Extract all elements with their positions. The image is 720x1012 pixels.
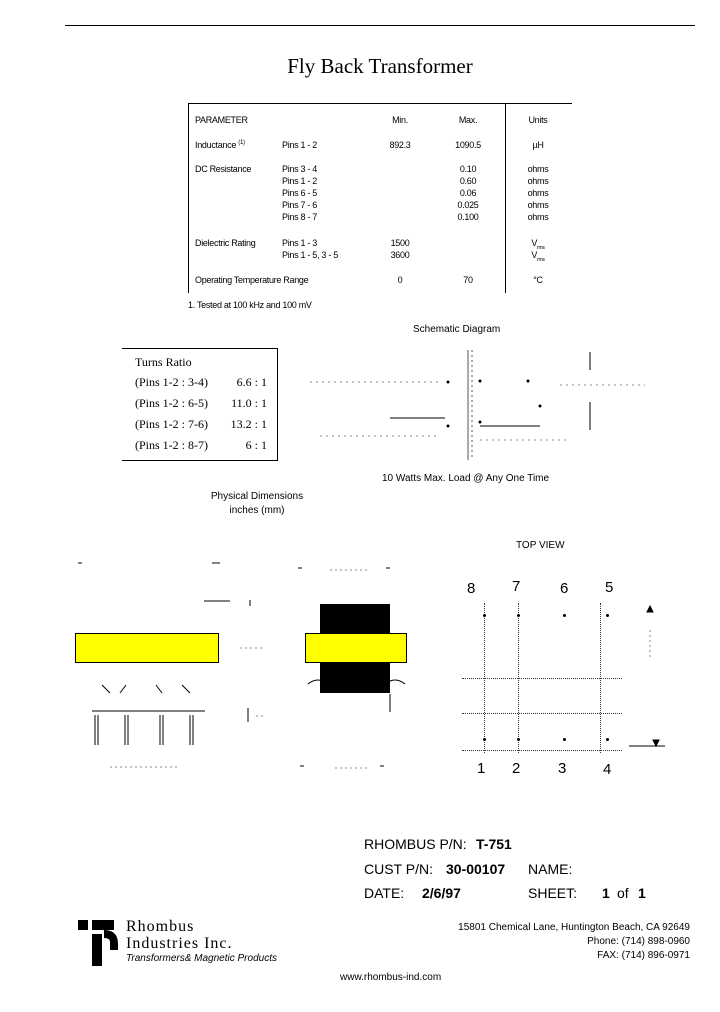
company-website[interactable]: www.rhombus-ind.com bbox=[340, 972, 442, 983]
inductance-units: µH bbox=[532, 140, 544, 150]
front-view-drawing bbox=[290, 560, 420, 800]
inductance-max: 1090.5 bbox=[455, 140, 481, 150]
top-pin-5: 5 bbox=[605, 579, 614, 596]
page-title: Fly Back Transformer bbox=[287, 54, 473, 78]
pad-6 bbox=[563, 614, 566, 617]
inductance-pins: Pins 1 - 2 bbox=[282, 140, 318, 150]
top-view-dims bbox=[625, 600, 670, 760]
rhombus-logo-icon bbox=[78, 920, 122, 966]
dcr-max-3: 0.06 bbox=[459, 188, 477, 198]
pad-1 bbox=[483, 738, 486, 741]
lead-marks bbox=[102, 685, 190, 693]
pad-2 bbox=[517, 738, 520, 741]
turns-ratio-4: 6 : 1 bbox=[245, 438, 267, 452]
dcr-pins-5: Pins 8 - 7 bbox=[282, 212, 318, 222]
inductance-label: Inductance $^{(1)}$ bbox=[195, 140, 245, 150]
dcr-max-4: 0.025 bbox=[457, 200, 479, 210]
top-pin-7: 7 bbox=[512, 578, 521, 595]
lead-wires bbox=[308, 680, 405, 684]
bottom-pin-1: 1 bbox=[477, 760, 486, 777]
turns-ratio-1: 6.6 : 1 bbox=[236, 375, 267, 389]
height-dims bbox=[236, 598, 266, 748]
temperature-min: 0 bbox=[397, 275, 403, 285]
dot-2 bbox=[479, 380, 482, 383]
turns-ratio-3: 13.2 : 1 bbox=[230, 417, 267, 431]
inductance-note-mark: (1) bbox=[238, 140, 245, 146]
date-value: 2/6/97 bbox=[422, 885, 461, 901]
turns-top-rule bbox=[122, 348, 278, 349]
grid-h2 bbox=[462, 713, 622, 714]
grid-h1 bbox=[462, 678, 622, 679]
sheet-label: SHEET: bbox=[528, 885, 578, 901]
physical-subtitle: inches (mm) bbox=[229, 505, 285, 516]
dc-resistance-label: DC Resistance bbox=[195, 164, 252, 174]
top-rule bbox=[65, 25, 695, 26]
dielectric-units-1: $V_{rms}$ bbox=[531, 238, 545, 251]
company-phone: Phone: (714) 898-0960 bbox=[587, 936, 690, 947]
dcr-units-3: ohms bbox=[527, 188, 549, 198]
company-name-1: Rhombus bbox=[126, 918, 195, 935]
dot-3 bbox=[527, 380, 530, 383]
physical-title: Physical Dimensions bbox=[210, 491, 304, 502]
dot-4 bbox=[447, 425, 450, 428]
bottom-pin-2: 2 bbox=[512, 760, 521, 777]
dim-arrow-bottom bbox=[653, 740, 659, 746]
company-address: 15801 Chemical Lane, Huntington Beach, CA 92649 bbox=[458, 922, 690, 933]
dielectric-min-2: 3600 bbox=[390, 250, 410, 260]
dcr-pins-4: Pins 7 - 6 bbox=[282, 200, 318, 210]
name-label: NAME: bbox=[528, 861, 573, 877]
pad-4 bbox=[606, 738, 609, 741]
pad-8 bbox=[483, 614, 486, 617]
dcr-pins-1: Pins 3 - 4 bbox=[282, 164, 318, 174]
turns-pins-2: (Pins 1-2 : 6-5) bbox=[135, 396, 208, 410]
dielectric-min-1: 1500 bbox=[390, 238, 410, 248]
temperature-max: 70 bbox=[463, 275, 473, 285]
bobbin-yellow-left bbox=[75, 633, 219, 663]
top-view-title: TOP VIEW bbox=[516, 540, 565, 551]
table-footnote: 1. Tested at 100 kHz and 100 mV bbox=[188, 300, 312, 310]
dcr-max-2: 0.60 bbox=[459, 176, 477, 186]
dcr-units-4: ohms bbox=[527, 200, 549, 210]
turns-pins-3: (Pins 1-2 : 7-6) bbox=[135, 417, 208, 431]
dcr-units-5: ohms bbox=[527, 212, 549, 222]
sheet-total: 1 bbox=[638, 885, 646, 901]
pad-5 bbox=[606, 614, 609, 617]
pad-7 bbox=[517, 614, 520, 617]
inductance-min: 892.3 bbox=[389, 140, 411, 150]
turns-ratio-2: 11.0 : 1 bbox=[231, 396, 267, 410]
dcr-units-1: ohms bbox=[527, 164, 549, 174]
dielectric-pins-1: Pins 1 - 3 bbox=[282, 238, 318, 248]
dim-arrow-top bbox=[647, 606, 653, 612]
temperature-label: Operating Temperature Range bbox=[195, 275, 309, 285]
dielectric-units-2: $V_{rms}$ bbox=[531, 250, 545, 263]
pad-3 bbox=[563, 738, 566, 741]
turns-bottom-rule bbox=[122, 460, 278, 461]
turns-right-rule bbox=[277, 348, 278, 460]
date-label: DATE: bbox=[364, 885, 405, 901]
header-min: Min. bbox=[392, 115, 408, 125]
dcr-pins-3: Pins 6 - 5 bbox=[282, 188, 318, 198]
dcr-units-2: ohms bbox=[527, 176, 549, 186]
turns-pins-1: (Pins 1-2 : 3-4) bbox=[135, 375, 208, 389]
schematic-diagram bbox=[300, 340, 660, 470]
bottom-pin-3: 3 bbox=[558, 760, 567, 777]
table-units-rule bbox=[505, 103, 506, 293]
cust-pn-value: 30-00107 bbox=[446, 861, 506, 877]
table-top-rule bbox=[188, 103, 572, 104]
cust-pn-label: CUST P/N: bbox=[364, 861, 433, 877]
schematic-caption: 10 Watts Max. Load @ Any One Time bbox=[382, 473, 550, 484]
dot-6 bbox=[539, 405, 542, 408]
sheet-of: of bbox=[617, 885, 629, 901]
dielectric-pins-2: Pins 1 - 5, 3 - 5 bbox=[282, 250, 338, 260]
turns-title: Turns Ratio bbox=[135, 355, 192, 369]
rhombus-pn-label: RHOMBUS P/N: bbox=[364, 836, 467, 852]
company-tagline: Transformers& Magnetic Products bbox=[126, 953, 277, 964]
dielectric-label: Dielectric Rating bbox=[195, 238, 256, 248]
rhombus-pn-value: T-751 bbox=[476, 836, 512, 852]
table-left-rule bbox=[188, 103, 189, 293]
header-parameter: PARAMETER bbox=[195, 115, 248, 125]
sheet-value: 1 bbox=[602, 885, 610, 901]
company-name-2: Industries Inc. bbox=[126, 935, 233, 952]
dcr-max-5: 0.100 bbox=[457, 212, 479, 222]
dcr-pins-2: Pins 1 - 2 bbox=[282, 176, 318, 186]
schematic-title: Schematic Diagram bbox=[413, 324, 501, 335]
top-pin-6: 6 bbox=[560, 580, 569, 597]
top-pin-8: 8 bbox=[467, 580, 476, 597]
company-fax: FAX: (714) 896-0971 bbox=[597, 950, 690, 961]
header-max: Max. bbox=[458, 115, 478, 125]
header-units: Units bbox=[528, 115, 548, 125]
side-view-left-drawing bbox=[70, 545, 230, 805]
temperature-units: °C bbox=[533, 275, 543, 285]
dot-1 bbox=[447, 381, 450, 384]
bottom-pin-4: 4 bbox=[603, 761, 612, 778]
turns-pins-4: (Pins 1-2 : 8-7) bbox=[135, 438, 208, 452]
grid-h3 bbox=[462, 750, 622, 751]
dcr-max-1: 0.10 bbox=[459, 164, 477, 174]
dot-5 bbox=[479, 421, 482, 424]
